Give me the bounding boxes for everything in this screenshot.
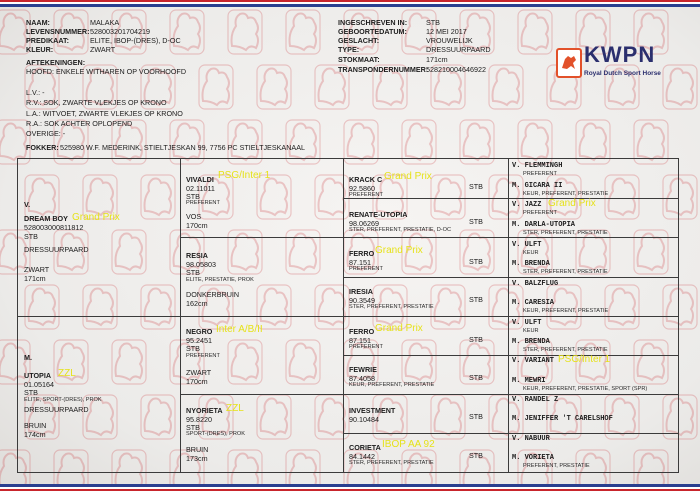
registered-in-label: INGESCHREVEN IN: bbox=[338, 18, 408, 27]
gen2-vivaldi-pred: PREFERENT bbox=[186, 200, 220, 206]
height-label: STOKMAAT: bbox=[338, 55, 380, 64]
predicate-label: PREDIKAAT: bbox=[26, 36, 69, 45]
dam-height: 174cm bbox=[24, 430, 46, 439]
life-number-value: 528003201704219 bbox=[90, 27, 150, 36]
watermark-lion-icon bbox=[106, 336, 152, 388]
watermark-lion-icon bbox=[222, 226, 268, 278]
watermark-lion-icon bbox=[280, 336, 326, 388]
watermark-lion-icon bbox=[222, 6, 268, 58]
watermark-lion-icon bbox=[135, 281, 181, 333]
name-label: NAAM: bbox=[26, 18, 50, 27]
sire-color: ZWART bbox=[24, 265, 50, 274]
gen4-flemmingh-name: V. FLEMMINGH bbox=[512, 162, 563, 170]
watermark-lion-icon bbox=[512, 6, 558, 58]
gen3-renate-reg: STB bbox=[469, 217, 483, 226]
gen2-vivaldi-height: 170cm bbox=[186, 221, 208, 230]
watermark-lion-icon bbox=[135, 171, 181, 223]
gen4-caresia-pred: KEUR, PREFERENT, PRESTATIE bbox=[523, 308, 609, 314]
marking-la: L.A.: WITVOET, ZWARTE VLEKJES OP KRONO bbox=[26, 109, 183, 118]
gen2-divider-1 bbox=[180, 237, 678, 238]
marking-lv: L.V.: - bbox=[26, 88, 45, 97]
watermark-lion-icon bbox=[222, 116, 268, 168]
gen2-vivaldi-reg: STB bbox=[186, 192, 200, 201]
sire-tag: Grand Prix bbox=[72, 212, 120, 223]
gen3-investment-reg: STB bbox=[469, 412, 483, 421]
pedigree-left-border bbox=[17, 158, 18, 472]
watermark-lion-icon bbox=[19, 281, 65, 333]
gen2-resia-name: RESIA bbox=[186, 251, 208, 260]
gen3-fewrie-number: 87.4058 bbox=[349, 374, 375, 383]
gen4-variant-name: V. VARIANT bbox=[512, 357, 555, 365]
gen4-darla-pred: STER, PREFERENT, PRESTATIE bbox=[523, 230, 608, 236]
gen3-ferro-1-number: 87.151 bbox=[349, 258, 371, 267]
gen2-negro-pred: PREFERENT bbox=[186, 353, 220, 359]
marking-rv: R.V.: SOK, ZWARTE VLEKJES OP KRONO bbox=[26, 98, 167, 107]
gen4-darla-name: M. DARLA-UTOPIA bbox=[512, 221, 576, 229]
gen4-caresia-name: M. CARESIA bbox=[512, 299, 555, 307]
gen3-iresia-pred: STER, PREFERENT, PRESTATIE bbox=[349, 304, 434, 310]
watermark-lion-icon bbox=[338, 116, 384, 168]
gen3-corieta-pred: STER, PREFERENT, PRESTATIE bbox=[349, 460, 434, 466]
gen3-divider-1 bbox=[343, 198, 678, 199]
gen2-vivaldi-name: VIVALDI bbox=[186, 175, 214, 184]
dam-role: M. bbox=[24, 353, 32, 362]
transponder-label: TRANSPONDERNUMMER: bbox=[338, 65, 429, 74]
dam-reg: STB bbox=[24, 388, 38, 397]
gen3-corieta-tag: IBOP AA 92 bbox=[382, 439, 435, 450]
watermark-lion-icon bbox=[628, 226, 674, 278]
gen4-randel-name: V. RANDEL Z bbox=[512, 396, 559, 404]
gen4-jazz-tag: Grand Prix bbox=[548, 198, 596, 209]
watermark-lion-icon bbox=[483, 61, 529, 113]
watermark-lion-icon bbox=[628, 116, 674, 168]
gen4-nabuur-name: V. NABUUR bbox=[512, 435, 550, 443]
gen2-vivaldi-number: 02.11011 bbox=[186, 184, 215, 193]
gen2-nyorieta-reg: STB bbox=[186, 423, 200, 432]
gen4-ulft-1-name: V. ULFT bbox=[512, 241, 542, 249]
name-value: MALAKA bbox=[90, 18, 120, 27]
marking-ra: R.A.: SOK ACHTER OPLOPEND bbox=[26, 119, 133, 128]
gen2-negro-color: ZWART bbox=[186, 368, 212, 377]
registered-in-value: STB bbox=[426, 18, 440, 27]
gen3-ferro-2-pred: PREFERENT bbox=[349, 344, 383, 350]
breeder-value: 525980 W.F. MEDERINK, STIELTJESKAN 99, 7756 PC STIELTJESKANAAL bbox=[60, 143, 305, 152]
logo-wordmark: KWPN bbox=[584, 42, 656, 67]
gen2-nyorieta-color: BRUIN bbox=[186, 445, 209, 454]
gen3-ferro-2-tag: Grand Prix bbox=[375, 323, 423, 334]
gen2-negro-height: 170cm bbox=[186, 377, 208, 386]
sire-type: DRESSUURPAARD bbox=[24, 245, 89, 254]
gen4-flemmingh-pred: PREFERENT bbox=[523, 171, 557, 177]
birth-date-label: GEBOORTEDATUM: bbox=[338, 27, 407, 36]
marking-other: OVERIGE: - bbox=[26, 129, 66, 138]
pedigree-right-border bbox=[678, 158, 679, 472]
watermark-lion-icon bbox=[280, 6, 326, 58]
pedigree-top-border bbox=[17, 158, 679, 159]
gen3-krack-tag: Grand Prix bbox=[384, 171, 432, 182]
gen4-gicara-pred: KEUR, PREFERENT, PRESTATIE bbox=[523, 191, 609, 197]
watermark-lion-icon bbox=[396, 336, 442, 388]
gen3-ferro-1-reg: STB bbox=[469, 257, 483, 266]
dam-type: DRESSUURPAARD bbox=[24, 405, 89, 414]
watermark-lion-icon bbox=[77, 281, 123, 333]
gen2-negro-name: NEGRO bbox=[186, 327, 213, 336]
gen4-vorieta-pred: PREFERENT, PRESTATIE bbox=[523, 463, 590, 469]
gen2-resia-number: 98.05803 bbox=[186, 260, 216, 269]
watermark-lion-icon bbox=[628, 336, 674, 388]
gen2-vivaldi-color: VOS bbox=[186, 212, 202, 221]
dam-pred: ELITE, SPORT-(DRES), PROK bbox=[24, 397, 102, 403]
gen3-ferro-1-pred: PREFERENT bbox=[349, 266, 383, 272]
gen2-nyorieta-pred: SPORT-(DRES), PROK bbox=[186, 431, 245, 437]
gen3-ferro-2-reg: STB bbox=[469, 335, 483, 344]
flag-border-bottom bbox=[0, 484, 700, 491]
watermark-lion-icon bbox=[106, 226, 152, 278]
gen4-ulft-2-pred: KEUR bbox=[523, 328, 539, 334]
gen4-ulft-1-pred: KEUR bbox=[523, 250, 539, 256]
watermark-lion-icon bbox=[280, 226, 326, 278]
gen2-resia-reg: STB bbox=[186, 268, 200, 277]
gen2-nyorieta-name: NYORIETA bbox=[186, 406, 223, 415]
column-divider-3 bbox=[508, 158, 509, 472]
watermark-lion-icon bbox=[425, 391, 471, 443]
kwpn-logo bbox=[556, 44, 688, 86]
watermark-lion-icon bbox=[164, 6, 210, 58]
watermark-lion-icon bbox=[599, 281, 645, 333]
gen3-corieta-reg: STB bbox=[469, 451, 483, 460]
color-value: ZWART bbox=[90, 45, 116, 54]
head-markings: HOOFD: ENKELE WITHAREN OP VOORHOOFD bbox=[26, 67, 187, 76]
gender-label: GESLACHT: bbox=[338, 36, 380, 45]
gen2-vivaldi-tag: PSG/Inter 1 bbox=[218, 170, 271, 181]
dam-number: 01.05164 bbox=[24, 380, 54, 389]
gen3-ferro-2-name: FERRO bbox=[349, 327, 375, 336]
watermark-lion-icon bbox=[222, 336, 268, 388]
pedigree-bottom-border bbox=[17, 472, 679, 473]
birth-date-value: 12 MEI 2017 bbox=[426, 27, 467, 36]
gen3-divider-4 bbox=[343, 433, 678, 434]
gen3-ferro-1-name: FERRO bbox=[349, 249, 375, 258]
gen3-krack-pred: PREFERENT bbox=[349, 192, 383, 198]
dam-color: BRUIN bbox=[24, 421, 47, 430]
sire-reg: STB bbox=[24, 232, 38, 241]
gen3-krack-reg: STB bbox=[469, 182, 483, 191]
watermark-lion-icon bbox=[425, 171, 471, 223]
height-value: 171cm bbox=[426, 55, 448, 64]
gender-value: VROUWELIJK bbox=[426, 36, 473, 45]
gen2-negro-tag: Inter A/B/II bbox=[216, 324, 263, 335]
gen4-brenda-1-pred: STER, PREFERENT, PRESTATIE bbox=[523, 269, 608, 275]
gen2-negro-number: 95.2451 bbox=[186, 336, 212, 345]
type-value: DRESSUURPAARD bbox=[426, 45, 491, 54]
gen3-ferro-2-number: 87.151 bbox=[349, 336, 371, 345]
predicate-value: ELITE, IBOP-(DRES), D-OC bbox=[90, 36, 181, 45]
gen2-nyorieta-height: 173cm bbox=[186, 454, 208, 463]
gen3-fewrie-name: FEWRIE bbox=[349, 365, 377, 374]
gen3-ferro-1-tag: Grand Prix bbox=[375, 245, 423, 256]
gen3-krack-number: 92.5860 bbox=[349, 184, 375, 193]
gen4-variant-tag: PSG/Inter 1 bbox=[558, 354, 611, 365]
watermark-lion-icon bbox=[512, 116, 558, 168]
gen4-mewri-pred: KEUR, PREFERENT, PRESTATIE, SPORT (SPR) bbox=[523, 386, 648, 392]
gen4-mewri-name: M. MEWRI bbox=[512, 377, 546, 385]
watermark-lion-icon bbox=[396, 116, 442, 168]
gen2-nyorieta-tag: ZZL bbox=[226, 403, 244, 414]
watermark-lion-icon bbox=[280, 116, 326, 168]
gen4-ulft-2-name: V. ULFT bbox=[512, 319, 542, 327]
sire-height: 171cm bbox=[24, 274, 46, 283]
gen4-jazz-name: V. JAZZ bbox=[512, 201, 542, 209]
watermark-lion-icon bbox=[570, 116, 616, 168]
watermark-lion-icon bbox=[454, 116, 500, 168]
gen2-nyorieta-number: 95.8220 bbox=[186, 415, 212, 424]
dam-name: UTOPIA bbox=[24, 371, 52, 380]
sire-role: V. bbox=[24, 200, 31, 209]
color-label: KLEUR: bbox=[26, 45, 54, 54]
life-number-label: LEVENSNUMMER: bbox=[26, 27, 90, 36]
gen4-gicara-name: M. GICARA II bbox=[512, 182, 563, 190]
gen3-krack-name: KRACK C bbox=[349, 175, 383, 184]
gen2-negro-reg: STB bbox=[186, 344, 200, 353]
gen4-jeniffer-name: M. JENIFFER 'T CARELSHOF bbox=[512, 415, 613, 423]
watermark-lion-icon bbox=[251, 61, 297, 113]
watermark-lion-icon bbox=[164, 116, 210, 168]
gen2-resia-pred: ELITE, PRESTATIE, PROK bbox=[186, 277, 254, 283]
watermark-lion-icon bbox=[454, 226, 500, 278]
gen3-investment-name: INVESTMENT bbox=[349, 406, 396, 415]
column-divider-2 bbox=[343, 158, 344, 472]
logo-subtitle: Royal Dutch Sport Horse bbox=[584, 70, 661, 77]
gen3-iresia-name: IRESIA bbox=[349, 287, 373, 296]
gen3-corieta-number: 84.1442 bbox=[349, 452, 375, 461]
gen3-iresia-number: 90.3549 bbox=[349, 296, 375, 305]
type-label: TYPE: bbox=[338, 45, 360, 54]
watermark-lion-icon bbox=[135, 391, 181, 443]
gen2-divider-2 bbox=[180, 394, 678, 395]
pedigree-mid-border bbox=[17, 316, 679, 317]
gen3-renate-name: RENATE-UTOPIA bbox=[349, 210, 408, 219]
gen3-divider-2 bbox=[343, 277, 678, 278]
gen3-renate-pred: STER, PREFERENT, PRESTATIE, D-OC bbox=[349, 227, 452, 233]
watermark-lion-icon bbox=[251, 391, 297, 443]
dam-tag: ZZL bbox=[58, 368, 76, 379]
gen2-resia-height: 162cm bbox=[186, 299, 208, 308]
gen4-vorieta-name: M. VORIETA bbox=[512, 454, 555, 462]
watermark-lion-icon bbox=[193, 61, 239, 113]
breeder-label: FOKKER: bbox=[26, 143, 59, 152]
gen4-jazz-pred: PREFERENT bbox=[523, 210, 557, 216]
gen3-fewrie-reg: STB bbox=[469, 373, 483, 382]
gen3-fewrie-pred: KEUR, PREFERENT, PRESTATIE bbox=[349, 382, 435, 388]
lion-shield-icon bbox=[556, 48, 582, 78]
gen4-brenda-1-name: M. BRENDA bbox=[512, 260, 550, 268]
gen4-brenda-2-pred: STER, PREFERENT, PRESTATIE bbox=[523, 347, 608, 353]
gen2-resia-color: DONKERBRUIN bbox=[186, 290, 240, 299]
flag-border-top bbox=[0, 0, 700, 7]
gen3-corieta-name: CORIETA bbox=[349, 443, 381, 452]
gen3-iresia-reg: STB bbox=[469, 295, 483, 304]
gen4-brenda-2-name: M. BRENDA bbox=[512, 338, 550, 346]
gen3-divider-3 bbox=[343, 355, 678, 356]
gen3-investment-number: 90.10484 bbox=[349, 415, 379, 424]
transponder-value: 528210004646922 bbox=[426, 65, 486, 74]
sire-number: 528003000811812 bbox=[24, 223, 84, 232]
gen3-renate-number: 98.06269 bbox=[349, 219, 379, 228]
watermark-lion-icon bbox=[48, 336, 94, 388]
markings-label: AFTEKENINGEN: bbox=[26, 58, 86, 67]
column-divider-1 bbox=[180, 158, 181, 472]
sire-name: DREAM BOY bbox=[24, 214, 68, 223]
gen4-balzflug-name: V. BALZFLUG bbox=[512, 280, 559, 288]
